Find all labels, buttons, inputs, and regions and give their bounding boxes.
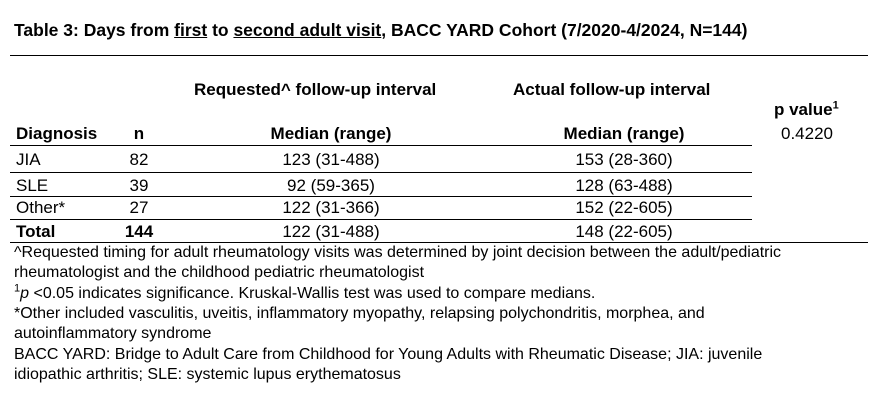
title-text: to <box>207 20 234 40</box>
row-requested: 92 (59-365) <box>287 176 375 195</box>
pvalue-value: 0.4220 <box>781 124 833 143</box>
row-diagnosis: SLE <box>16 176 49 195</box>
footnote-bacc-line2: idiopathic arthritis; SLE: systemic lupus erythematosus <box>14 366 401 383</box>
pvalue-label: p value <box>774 100 833 119</box>
footnote-p-text: <0.05 indicates significance. Kruskal-Wallis test was used to compare medians. <box>29 285 596 302</box>
footnote-requested-line2: rheumatologist and the childhood pediatric rheumatologist <box>14 264 425 281</box>
diagnosis-header: Diagnosis <box>16 124 98 143</box>
row-actual: 153 (28-360) <box>575 150 673 169</box>
title-second: second adult visit <box>233 20 382 40</box>
row-rule <box>10 172 752 173</box>
row-diagnosis: Total <box>16 222 56 241</box>
pvalue-header <box>774 100 839 120</box>
row-requested: 123 (31-488) <box>282 150 380 169</box>
title-rule <box>10 55 868 56</box>
row-n: 144 <box>124 222 154 241</box>
row-n: 39 <box>129 176 149 195</box>
footnote-other-line1: *Other included vasculitis, uveitis, inflammatory myopathy, relapsing polychondritis, morphea, and <box>14 305 705 322</box>
title-text: Table 3: Days from <box>14 20 175 40</box>
footnote-bacc-line1: BACC YARD: Bridge to Adult Care from Childhood for Young Adults with Rheumatic Disease; JIA: juvenile <box>14 346 763 363</box>
row-actual: 148 (22-605) <box>575 222 673 241</box>
row-rule <box>10 196 752 197</box>
title-first: first <box>174 20 208 40</box>
row-diagnosis: Other* <box>16 198 66 217</box>
row-n: 27 <box>129 198 149 217</box>
title-text: , BACC YARD Cohort (7/2020-4/2024, N=144) <box>381 20 748 40</box>
row-n: 82 <box>129 150 149 169</box>
row-requested: 122 (31-366) <box>282 198 380 217</box>
median-requested-header: Median (range) <box>270 124 392 143</box>
actual-interval-header: Actual follow-up interval <box>513 80 711 99</box>
n-header: n <box>133 124 145 143</box>
median-actual-header: Median (range) <box>563 124 685 143</box>
footnote-other-line2: autoinflammatory syndrome <box>14 325 212 342</box>
row-rule <box>10 219 752 220</box>
footnote-p-italic: p <box>20 285 30 302</box>
requested-interval-header: Requested^ follow-up interval <box>194 80 437 99</box>
row-diagnosis: JIA <box>16 150 41 169</box>
footnote-superscript: 1 <box>14 282 21 295</box>
row-actual: 128 (63-488) <box>575 176 673 195</box>
table-title <box>14 20 747 41</box>
footnote-requested-line1: ^Requested timing for adult rheumatology visits was determined by joint decision between the adult/pediatric <box>14 244 782 261</box>
pvalue-superscript: 1 <box>832 99 839 112</box>
footnote-pvalue <box>14 284 595 303</box>
row-requested: 122 (31-488) <box>282 222 380 241</box>
row-actual: 152 (22-605) <box>575 198 673 217</box>
header-rule <box>10 145 752 146</box>
